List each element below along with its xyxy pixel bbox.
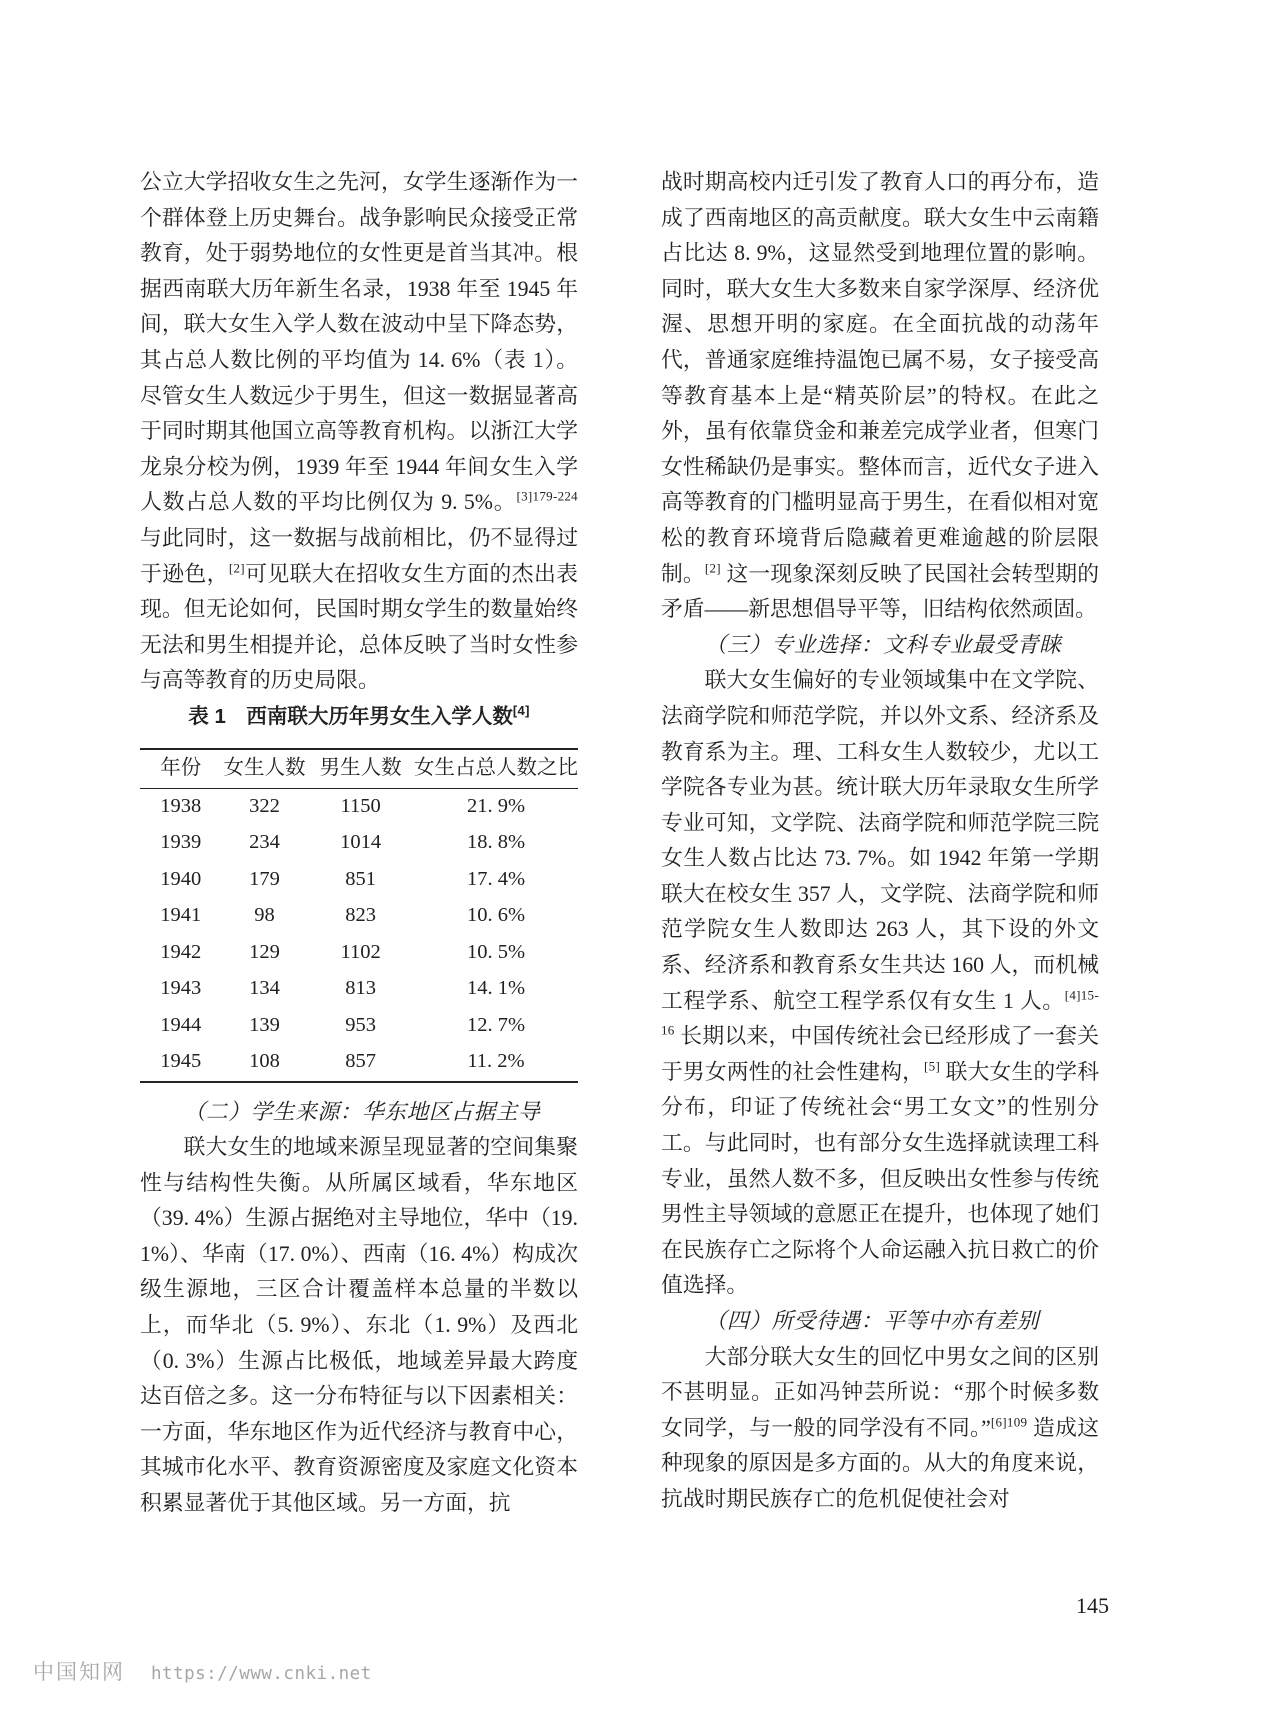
table-cell: 179 xyxy=(249,867,280,890)
table-cell: 14. 1% xyxy=(466,977,526,1000)
table-cell: 21. 9% xyxy=(466,794,526,817)
table-cell: 10. 5% xyxy=(466,940,526,963)
table-cell: 129 xyxy=(249,940,280,963)
table-row xyxy=(140,788,578,825)
table-cell: 1941 xyxy=(160,904,202,927)
citation-ref: [3]179-224 xyxy=(516,489,578,505)
table-cell: 10. 6% xyxy=(466,904,526,927)
table-row xyxy=(140,935,578,972)
table-cell: 1939 xyxy=(160,831,202,854)
table-header-row xyxy=(140,749,578,789)
page-number: 145 xyxy=(1076,1593,1109,1618)
table-cell: 322 xyxy=(249,794,280,817)
table-cell: 813 xyxy=(345,977,377,1000)
table-cell: 1150 xyxy=(340,794,381,817)
citation-ref: [2] xyxy=(704,560,721,576)
text-column-left xyxy=(140,165,578,1522)
table-row xyxy=(140,898,578,935)
table-header-cell: 年份 xyxy=(140,749,222,789)
table-cell: 139 xyxy=(249,1013,280,1036)
table-cell: 857 xyxy=(345,1050,377,1073)
table-cell: 11. 2% xyxy=(467,1050,525,1073)
table-row xyxy=(140,862,578,899)
citation-ref: [2] xyxy=(228,560,245,576)
paragraph: 公立大学招收女生之先河，女学生逐渐作为一个群体登上历史舞台。战争影响民众接受正常教育，处于弱势地位的女性更是首当其冲。根据西南联大历年新生名录，1938 年至 1945 年间，联大女生入学人数在波动中呈下降态势，其占总人数比例的平均值为 14. 6%（表 1）。尽管女生人数远少于男生，但这一数据显著高于同时期其他国立高等教育机构。以浙江大学龙泉分校为例，1939 年至 1944 年间女生入学人数占总人数的平均比例仅为 9. 5%。$^{[3]179-224}$ 与此同时，这一数据与战前相比，仍不显得过于逊色，[2]可见联大在招收女生方面的杰出表现。但无论如何，民国时期女学生的数量始终无法和男生相提并论，总体反映了当时女性参与高等教育的历史局限。 xyxy=(140,170,578,693)
table-row xyxy=(140,971,578,1008)
watermark xyxy=(33,1656,372,1686)
cnki-url-text: https://www.cnki.net xyxy=(151,1664,372,1684)
table-cell: 12. 7% xyxy=(466,1013,526,1036)
table-cell: 851 xyxy=(345,867,377,890)
table-cell: 108 xyxy=(249,1050,280,1073)
table-cell: 234 xyxy=(249,831,280,854)
paragraph: 联大女生偏好的专业领域集中在文学院、法商学院和师范学院，并以外文系、经济系及教育系为主。理、工科女生人数较少，尤以工学院各专业为甚。统计联大历年录取女生所学专业可知，文学院、法商学院和师范学院三院女生人数占比达 73. 7%。如 1942 年第一学期联大在校女生 357 人，文学院、法商学院和师范学院女生人数即达 263 人，其下设的外文系、经济系和教育系女生共达 160 人，而机械工程学系、航空工程学系仅有女生 1 人。$^{[4]15-16}$ 长期以来，中国传统社会已经形成了一套关于男女两性的社会性建构，[5] 联大女生的学科分布，印证了传统社会“男工女文”的性别分工。与此同时，也有部分女生选择就读理工科专业，虽然人数不多，但反映出女性参与传统男性主导领域的意愿正在提升，也体现了她们在民族存亡之际将个人命运融入抗日救亡的价值选择。 xyxy=(661,668,1099,1298)
table-caption: 表 1 西南联大历年男女生入学人数[4] xyxy=(188,703,530,728)
table-cell: 134 xyxy=(249,977,280,1000)
table-cell: 953 xyxy=(345,1013,377,1036)
table-cell: 98 xyxy=(254,904,275,927)
citation-ref: [4]15-16 xyxy=(661,987,1099,1038)
table-cell: 1940 xyxy=(160,867,202,890)
text-column-right xyxy=(661,165,1099,1518)
table-row xyxy=(140,1008,578,1045)
table-cell: 1014 xyxy=(340,831,382,854)
citation-ref: [6]109 xyxy=(990,1414,1028,1430)
section-heading: （三）专业选择：文科专业最受青睐 xyxy=(704,632,1062,657)
table-header-cell: 女生人数 xyxy=(222,749,308,789)
table-cell: 17. 4% xyxy=(466,867,526,890)
table-cell: 1942 xyxy=(160,940,202,963)
section-heading: （四）所受待遇：平等中亦有差别 xyxy=(704,1309,1040,1333)
table-header-cell: 男生人数 xyxy=(307,749,414,789)
citation-ref: [5] xyxy=(924,1058,941,1074)
table-row xyxy=(140,825,578,862)
paragraph: 战时期高校内迁引发了教育人口的再分布，造成了西南地区的高贡献度。联大女生中云南籍占比达 8. 9%，这显然受到地理位置的影响。同时，联大女生大多数来自家学深厚、经济优渥、思想开明的家庭。在全面抗战的动荡年代，普通家庭维持温饱已属不易，女子接受高等教育基本上是“精英阶层”的特权。在此之外，虽有依靠贷金和兼差完成学业者，但寒门女性稀缺仍是事实。整体而言，近代女子进入高等教育的门槛明显高于男生，在看似相对宽松的教育环境背后隐藏着更难逾越的阶层限制。[2] 这一现象深刻反映了民国社会转型期的矛盾——新思想倡导平等，旧结构依然顽固。 xyxy=(661,170,1099,622)
table-cell: 1944 xyxy=(160,1013,202,1036)
table-cell: 1943 xyxy=(160,977,202,1000)
enrollment-table xyxy=(140,748,578,1083)
table-row xyxy=(140,1044,578,1082)
section-heading: （二）学生来源：华东地区占据主导 xyxy=(183,1099,541,1124)
table-header-cell: 女生占总人数之比 xyxy=(414,749,578,789)
paragraph: 大部分联大女生的回忆中男女之间的区别不甚明显。正如冯钟芸所说：“那个时候多数女同学，与一般的同学没有不同。”$^{[6]109}$ 造成这种现象的原因是多方面的。从大的角度来说，抗战时期民族存亡的危机促使社会对 xyxy=(661,1344,1099,1511)
cnki-brand-text: 中国知网 xyxy=(33,1660,125,1684)
table-cell: 823 xyxy=(345,904,377,927)
table-cell: 18. 8% xyxy=(466,831,526,854)
paragraph: 联大女生的地域来源呈现显著的空间集聚性与结构性失衡。从所属区域看，华东地区（39. 4%）生源占据绝对主导地位，华中（19. 1%）、华南（17. 0%）、西南（16. 4%）构成次级生源地，三区合计覆盖样本总量的半数以上，而华北（5. 9%）、东北（1. 9%）及西北（0. 3%）生源占比极低，地域差异最大跨度达百倍之多。这一分布特征与以下因素相关：一方面，华东地区作为近代经济与教育中心，其城市化水平、教育资源密度及家庭文化资本积累显著优于其他区域。另一方面，抗 xyxy=(140,1135,578,1516)
citation-ref: [4] xyxy=(512,703,530,719)
table-cell: 1102 xyxy=(340,940,381,963)
table-cell: 1938 xyxy=(160,794,202,817)
table-cell: 1945 xyxy=(160,1050,202,1073)
